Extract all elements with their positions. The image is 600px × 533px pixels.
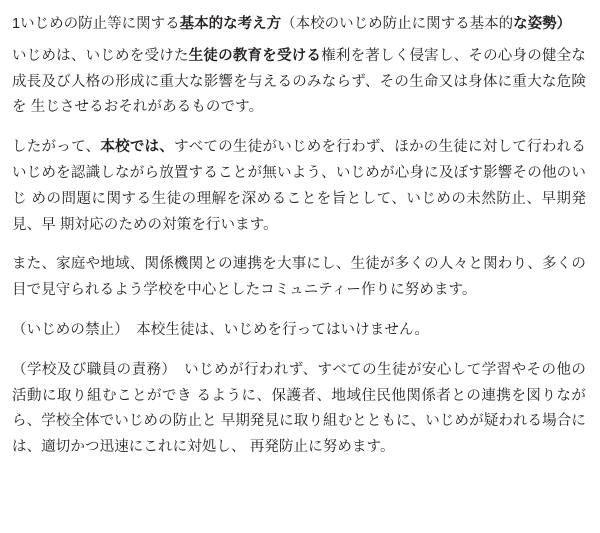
text-segment: （学校及び職員の責務） いじめが行われず、すべての生徒が安心して学習やその他の活動に取り組むことができ るように、保護者、地域住民他関係者との連携を図りながら、学校全体でいじめの防止と 早期発見に取り組むとともに、いじめが疑われる場合には、適切かつ迅速にこれに対処し、 再発防止に努めます。 xyxy=(12,361,586,456)
text-segment: 権利を著しく侵害し、その心身の健全な 成長及び人格の形成に重大な影響を与えるのみならず、その生命又は身体に重大な危険を 生じさせるおそれがあるものです。 xyxy=(12,47,586,116)
section-heading xyxy=(12,12,586,38)
paragraph-bullying-definition xyxy=(12,44,586,121)
paragraph-community xyxy=(12,252,586,304)
text-segment-bold: 生徒の教育を受ける xyxy=(188,47,322,64)
paragraph-school-staff-duty xyxy=(12,358,586,461)
paragraph-school-policy xyxy=(12,135,586,238)
heading-text-part4: 的 xyxy=(498,16,514,32)
text-segment: いじめは、いじめを受けた xyxy=(12,47,189,64)
text-segment: （いじめの禁止） 本校生徒は、いじめを行ってはいけません。 xyxy=(12,321,430,338)
heading-text-part3: （本校のいじめ防止に関する基本 xyxy=(281,16,499,32)
heading-number: 1 xyxy=(12,16,21,32)
text-segment: また、家庭や地域、関係機関との連携を大事にし、生徒が多くの人々と関わり、多くの 目で見守られるよう学校を中心としたコミュニティー作りに努めます。 xyxy=(12,256,586,299)
text-segment: したがって、 xyxy=(12,139,101,156)
heading-text-bold2: な姿勢） xyxy=(513,16,572,32)
heading-text-bold1: 基本的な考え方 xyxy=(179,16,282,32)
text-segment: すべての生徒がいじめを行わず、ほかの生徒に対して行われる いじめを認識しながら放置することが無いよう、いじめが心身に及ぼす影響その他のいじ めの問題に関する生徒の理解を深めることを旨として、いじめの未然防止、早期発見、早 期対応のための対策を行います。 xyxy=(12,139,586,233)
heading-text-part1: いじめの防止等に関する xyxy=(20,16,180,32)
text-segment-bold: 本校では、 xyxy=(100,139,175,156)
paragraph-prohibition xyxy=(12,318,586,344)
